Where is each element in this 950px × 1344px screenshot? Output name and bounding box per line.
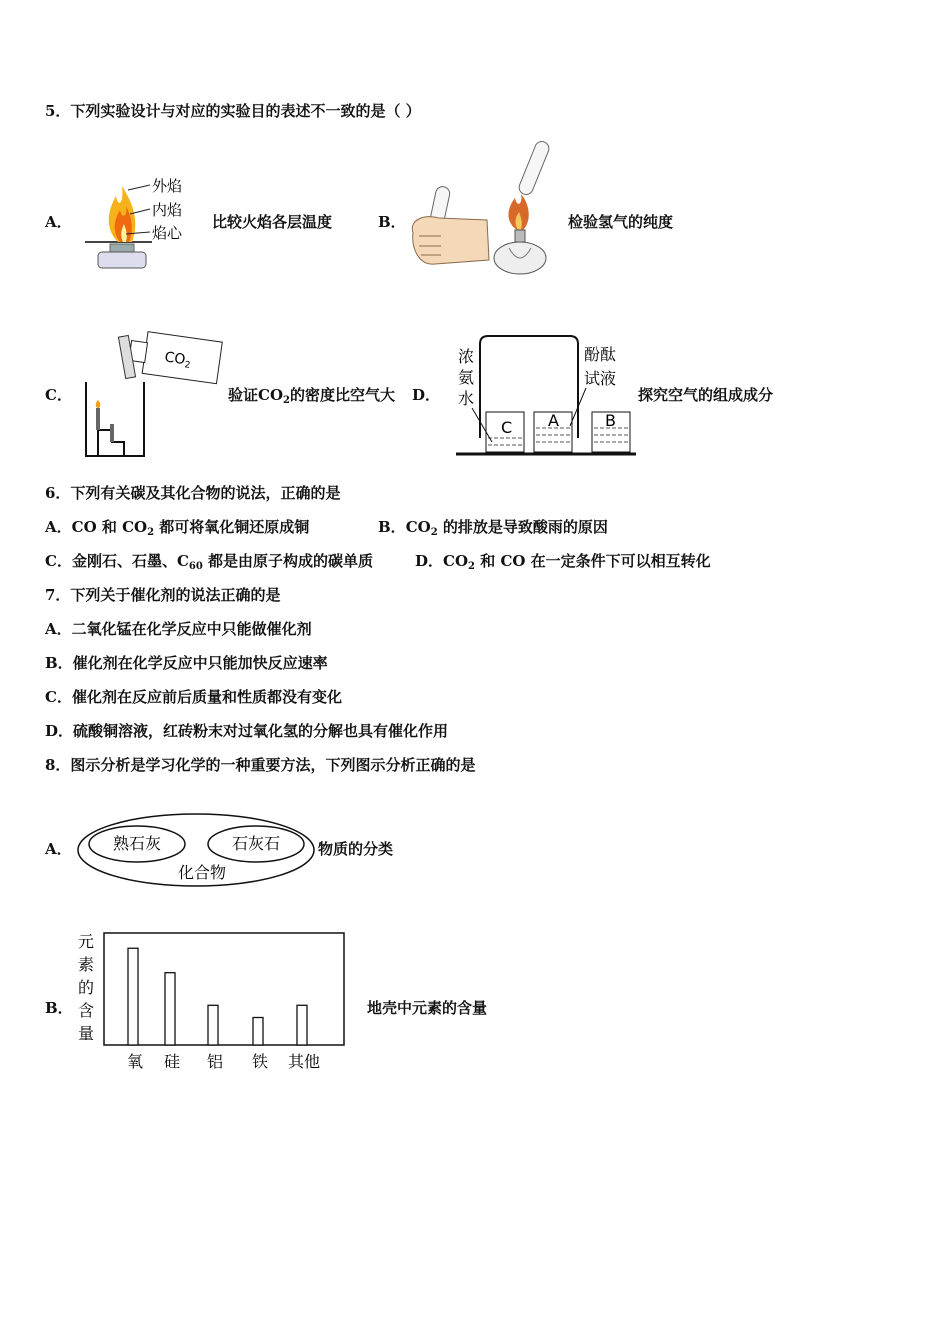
q5-option-c-label[interactable]: C． xyxy=(45,386,72,404)
y-axis-label-char: 量 xyxy=(77,1024,95,1043)
crust-element-chart xyxy=(72,925,357,1075)
ammonia-diffusion-figure xyxy=(452,330,637,462)
flame-layers-figure xyxy=(80,170,195,278)
phenolphthalein-label-1: 酚酞 xyxy=(584,345,617,364)
q5-option-c-text[interactable]: 验证$CO_2$的密度比空气大 xyxy=(228,386,395,406)
ammonia-label-2: 氨 xyxy=(458,368,475,387)
ammonia-label-3: 水 xyxy=(458,389,475,408)
slaked-lime-label: 熟石灰 xyxy=(112,834,162,853)
y-axis-label-char: 的 xyxy=(77,978,95,997)
q5-option-b-text[interactable]: 检验氢气的纯度 xyxy=(568,213,674,231)
co2-bottle-label: $CO_2$ xyxy=(163,349,191,371)
ammonia-label-1: 浓 xyxy=(458,347,475,366)
q7-option-d[interactable]: D．硫酸铜溶液，红砖粉末对过氧化氢的分解也具有催化作用 xyxy=(45,722,449,740)
q7-option-a[interactable]: A．二氧化锰在化学反应中只能做催化剂 xyxy=(45,620,312,638)
q7-option-c[interactable]: C．催化剂在反应前后质量和性质都没有变化 xyxy=(45,688,342,706)
q5-option-d-label[interactable]: D． xyxy=(412,386,441,404)
substance-classification-figure xyxy=(74,812,319,890)
bar-0 xyxy=(128,948,138,1045)
compound-label: 化合物 xyxy=(177,863,227,882)
x-tick-label: 铝 xyxy=(206,1052,224,1071)
beaker-a-label: A xyxy=(548,411,559,430)
q6-stem: 6．下列有关碳及其化合物的说法，正确的是 xyxy=(45,484,341,502)
x-tick-label: 其他 xyxy=(287,1052,321,1071)
q6-option-d[interactable]: D．$CO_2$ 和 CO 在一定条件下可以相互转化 xyxy=(415,552,711,572)
q6-option-c[interactable]: C．金刚石、石墨、$C_{60}$ 都是由原子构成的碳单质 xyxy=(45,552,374,572)
q5-option-a-text[interactable]: 比较火焰各层温度 xyxy=(212,213,333,231)
limestone-label: 石灰石 xyxy=(231,834,281,853)
x-tick-label: 氧 xyxy=(126,1052,144,1071)
q8-option-b-text[interactable]: 地壳中元素的含量 xyxy=(367,999,488,1017)
flame-inner-label: 内焰 xyxy=(152,201,183,219)
q8-option-b-label[interactable]: B． xyxy=(45,999,73,1017)
y-axis-label-char: 素 xyxy=(77,955,95,974)
co2-pouring-figure xyxy=(80,330,225,460)
q5-stem: 5．下列实验设计与对应的实验目的表述不一致的是（ ） xyxy=(45,102,421,120)
q8-stem: 8．图示分析是学习化学的一种重要方法，下列图示分析正确的是 xyxy=(45,756,476,774)
q6-option-b[interactable]: B．$CO_2$ 的排放是导致酸雨的原因 xyxy=(378,518,608,538)
y-axis-label-char: 含 xyxy=(77,1001,95,1020)
beaker-b-label: B xyxy=(605,411,616,430)
flame-outer-label: 外焰 xyxy=(152,177,183,195)
q8-option-a-label[interactable]: A． xyxy=(45,840,72,858)
q8-option-a-text[interactable]: 物质的分类 xyxy=(318,840,394,858)
q6-option-a[interactable]: A．CO 和 $CO_2$ 都可将氧化铜还原成铜 xyxy=(45,518,310,538)
q7-option-b[interactable]: B．催化剂在化学反应中只能加快反应速率 xyxy=(45,654,328,672)
q5-option-a-label[interactable]: A． xyxy=(45,213,72,231)
bar-3 xyxy=(253,1018,263,1045)
bar-2 xyxy=(208,1005,218,1045)
q5-option-d-text[interactable]: 探究空气的组成成分 xyxy=(638,386,774,404)
phenolphthalein-label-2: 试液 xyxy=(584,369,617,388)
beaker-c-label: C xyxy=(501,418,513,437)
x-tick-label: 硅 xyxy=(163,1052,181,1071)
bar-4 xyxy=(297,1005,307,1045)
hydrogen-purity-figure xyxy=(405,138,555,278)
flame-core-label: 焰心 xyxy=(152,224,183,242)
bar-1 xyxy=(165,973,175,1045)
q5-option-b-label[interactable]: B． xyxy=(378,213,406,231)
y-axis-label-char: 元 xyxy=(77,932,95,951)
q7-stem: 7．下列关于催化剂的说法正确的是 xyxy=(45,586,281,604)
x-tick-label: 铁 xyxy=(251,1052,269,1071)
